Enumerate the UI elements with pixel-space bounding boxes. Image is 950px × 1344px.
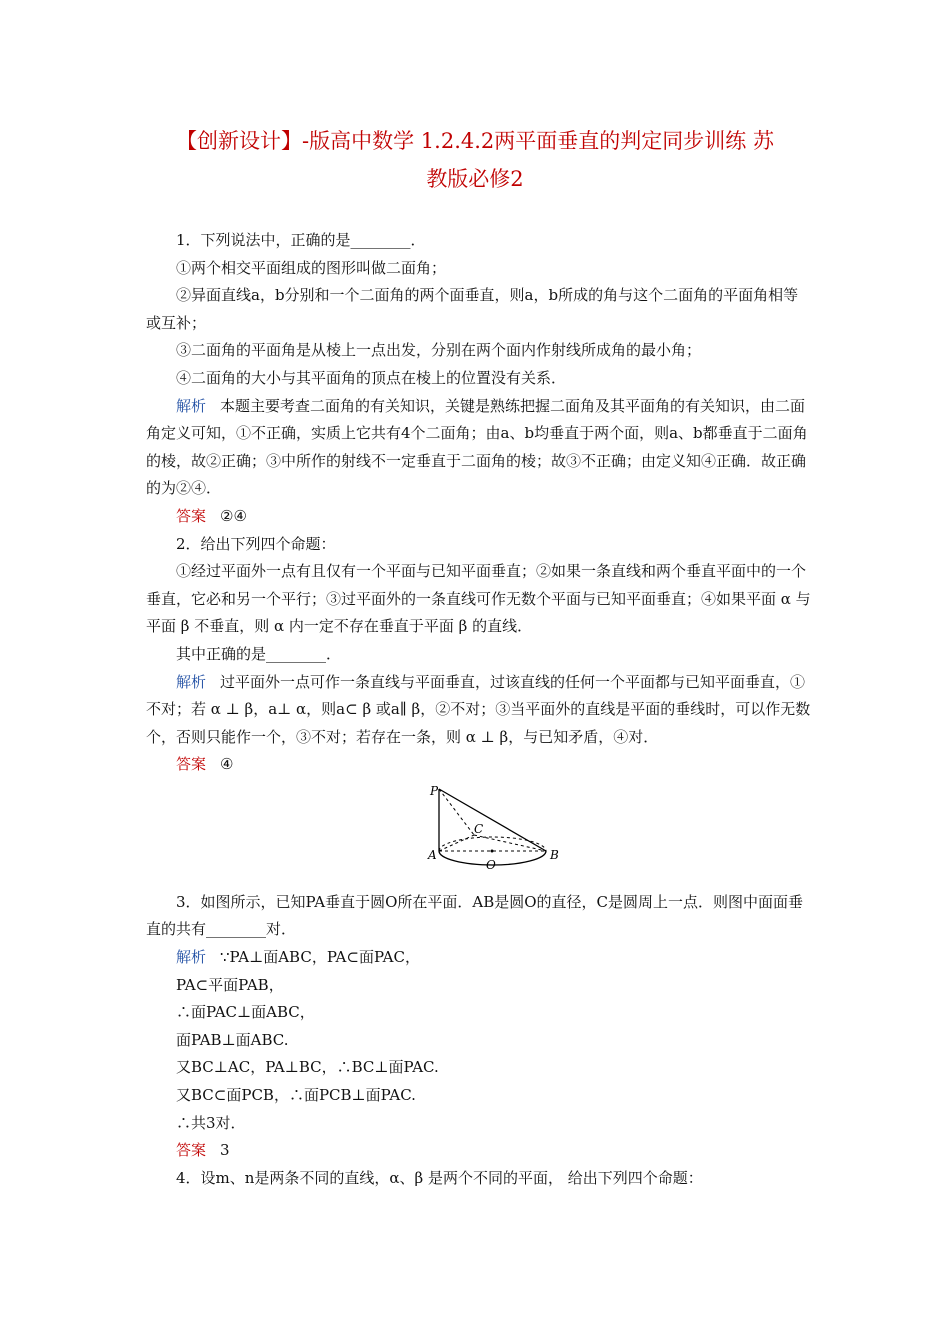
q2-analysis bbox=[146, 669, 812, 752]
cone-diagram bbox=[426, 783, 566, 875]
q2-answer bbox=[146, 751, 812, 779]
q2-analysis-text: 过平面外一点可作一条直线与平面垂直，过该直线的任何一个平面都与已知平面垂直，①不对；若 α ⊥ β，a⊥ α，则a⊂ β 或a∥ β，②不对；③当平面外的直线是平面的垂线时，可以作无数个，否则只能作一个，③不对；若存在一条，则 α ⊥ β，与已知矛盾，④对． bbox=[146, 672, 811, 746]
answer-label: 答案 bbox=[176, 755, 207, 774]
analysis-label: 解析 bbox=[176, 672, 207, 691]
q3-answer bbox=[146, 1137, 812, 1165]
label-B: B bbox=[550, 847, 559, 862]
q1-answer-value: ②④ bbox=[220, 506, 247, 525]
q2-stem: 2．给出下列四个命题： bbox=[176, 534, 336, 553]
analysis-label: 解析 bbox=[176, 396, 207, 415]
title-line-2: 教版必修2 bbox=[426, 167, 524, 191]
q3-analysis-2: PA⊂平面PAB， bbox=[176, 975, 284, 994]
label-C: C bbox=[474, 821, 484, 836]
q1-option-3: ③二面角的平面角是从棱上一点出发，分别在两个面内作射线所成角的最小角； bbox=[176, 341, 702, 360]
q4-stem: 4．设m、n是两条不同的直线，α、β 是两个不同的平面， 给出下列四个命题： bbox=[176, 1168, 703, 1187]
q1-analysis-text: 本题主要考查二面角的有关知识，关键是熟练把握二面角及其平面角的有关知识，由二面角定义可知，①不正确，实质上它共有4个二面角；由a、b均垂直于两个面，则a、b都垂直于二面角的棱，故②正确；③中所作的射线不一定垂直于二面角的棱；故③不正确；由定义知④正确．故正确的为②④． bbox=[146, 396, 808, 498]
center-point bbox=[491, 849, 494, 852]
q2-answer-value: ④ bbox=[220, 755, 234, 774]
q1-answer bbox=[146, 503, 812, 531]
label-A: A bbox=[428, 847, 437, 862]
edge-AC bbox=[439, 835, 474, 851]
q3-analysis-1 bbox=[146, 944, 812, 972]
q3-stem: 3．如图所示，已知PA垂直于圆O所在平面．AB是圆O的直径，C是圆周上一点．则图中面面垂直的共有________对． bbox=[146, 892, 804, 939]
q1-stem: 1．下列说法中，正确的是________． bbox=[176, 231, 426, 249]
q3-analysis-6: 又BC⊂面PCB，∴面PCB⊥面PAC. bbox=[176, 1086, 416, 1105]
q3-analysis-7: ∴共3对． bbox=[176, 1113, 246, 1132]
q3-analysis-5: 又BC⊥AC，PA⊥BC，∴BC⊥面PAC. bbox=[176, 1058, 439, 1077]
label-O: O bbox=[486, 857, 496, 872]
answer-label: 答案 bbox=[176, 506, 207, 525]
q3-analysis-4: 面PAB⊥面ABC. bbox=[176, 1030, 289, 1049]
answer-label: 答案 bbox=[176, 1141, 207, 1160]
page-title bbox=[120, 122, 830, 198]
edge-PC bbox=[439, 789, 474, 835]
q1-option-2: ②异面直线a，b分别和一个二面角的两个面垂直，则a，b所成的角与这个二面角的平面角相等或互补； bbox=[146, 286, 799, 332]
analysis-label: 解析 bbox=[176, 948, 207, 967]
q2-propositions: ①经过平面外一点有且仅有一个平面与已知平面垂直；②如果一条直线和两个垂直平面中的一个垂直，它必和另一个平行；③过平面外的一条直线可作无数个平面与已知平面垂直；④如果平面 α 与平面 β 不垂直，则 α 内一定不存在垂直于平面 β 的直线． bbox=[146, 562, 811, 636]
geometry-figure bbox=[146, 783, 812, 883]
label-P: P bbox=[430, 783, 439, 798]
q3-analysis-text: ∵PA⊥面ABC，PA⊂面PAC， bbox=[220, 948, 420, 967]
q1-option-4: ④二面角的大小与其平面角的顶点在棱上的位置没有关系． bbox=[176, 368, 567, 387]
q2-ask: 其中正确的是________． bbox=[176, 644, 342, 663]
q1-analysis bbox=[146, 393, 812, 503]
q1-option-1: ①两个相交平面组成的图形叫做二面角； bbox=[176, 258, 447, 277]
q3-analysis-3: ∴面PAC⊥面ABC， bbox=[176, 1003, 315, 1022]
document-body bbox=[146, 227, 812, 1192]
title-line-1: 【创新设计】-版高中数学 1.2.4.2两平面垂直的判定同步训练 苏 bbox=[176, 129, 774, 153]
edge-PB bbox=[439, 789, 546, 851]
q3-answer-value: 3 bbox=[220, 1141, 230, 1160]
